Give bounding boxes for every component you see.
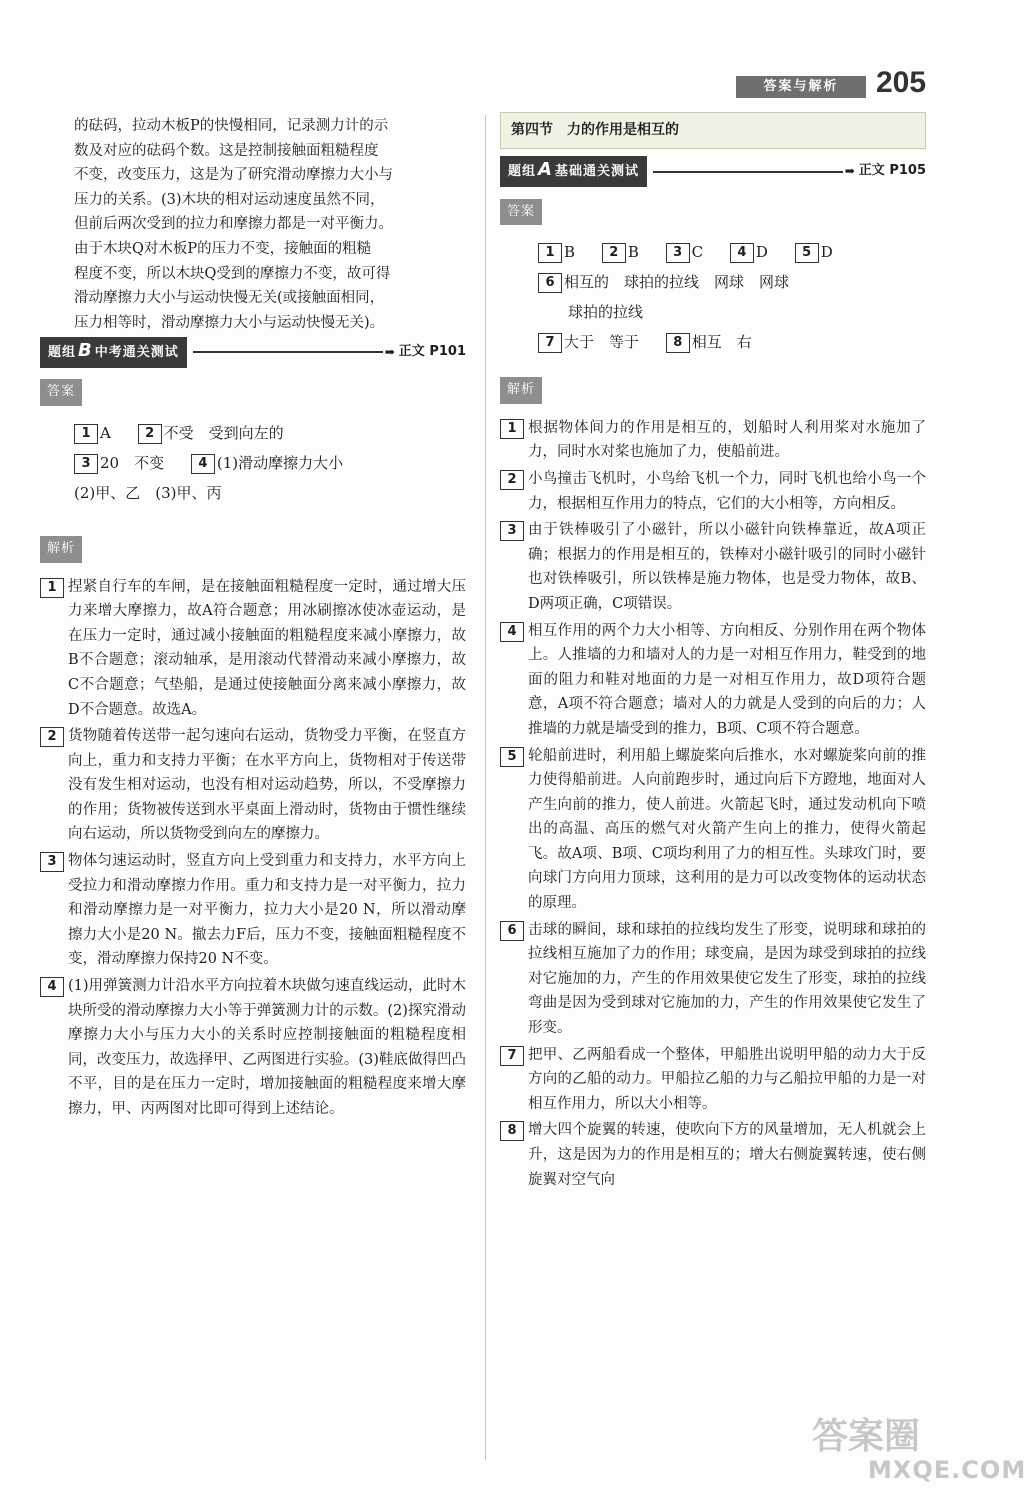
analysis-item bbox=[500, 918, 926, 1041]
answer-row bbox=[538, 297, 926, 327]
analysis-text: 由于铁棒吸引了小磁针，所以小磁针向铁棒靠近，故A项正确；根据力的作用是相互的，铁棒对小磁针吸引的同时小磁针也对铁棒吸引，所以铁棒是施力物体，也是受力物体，故B、D两项正确，C项错误。 bbox=[528, 522, 926, 612]
question-number: 2 bbox=[138, 424, 162, 444]
analysis-text: 货物随着传送带一起匀速向右运动，货物受力平衡，在竖直方向上，重力和支持力平衡；在水平方向上，货物相对于传送带没有发生相对运动，也没有相对运动趋势，所以，不受摩擦力的作用；货物被传送到水平桌面上滑动时，货物由于惯性继续向右运动，所以货物受到向左的摩擦力。 bbox=[68, 728, 466, 843]
analysis-tag: 解析 bbox=[40, 536, 82, 563]
question-number: 6 bbox=[538, 273, 562, 293]
analysis-text: 轮船前进时，利用船上螺旋桨向后推水，水对螺旋桨向前的推力使得船前进。人向前跑步时，通过向后下方蹬地，地面对人产生向前的推力，使人前进。火箭起飞时，通过发动机向下喷出的高温、高压的燃气对火箭产生向上的推力，使得火箭起飞。故A项、B项、C项均利用了力的相互性。头球攻门时，要向球门方向用力顶球，这利用的是力可以改变物体的运动状态的原理。 bbox=[528, 747, 926, 912]
analysis-item bbox=[500, 416, 926, 465]
answer-value: 相互的 球拍的拉线 网球 网球 bbox=[564, 273, 790, 292]
group-label bbox=[40, 337, 187, 368]
answer-value: D bbox=[820, 243, 833, 262]
question-number: 3 bbox=[40, 852, 64, 872]
analysis-item bbox=[40, 575, 466, 723]
intro-line: 压力相等时，滑动摩擦力大小与运动快慢无关)。 bbox=[74, 314, 385, 331]
group-b-banner bbox=[40, 339, 466, 365]
question-number: 7 bbox=[500, 1046, 524, 1066]
intro-line: 由于木块Q对木板P的压力不变，接触面的粗糙 bbox=[74, 240, 372, 257]
question-number: 1 bbox=[538, 243, 562, 263]
answer-value: 球拍的拉线 bbox=[568, 303, 644, 322]
arrow-right-icon: ➡ bbox=[844, 164, 855, 179]
analysis-text: 击球的瞬间，球和球拍的拉线均发生了形变，说明球和球拍的拉线相互施加了力的作用；球变扁，是因为球受到球拍的拉线对它施加的力，产生的作用效果使它发生了形变，球拍的拉线弯曲是因为受到球对它施加的力，产生的作用效果使它发生了形变。 bbox=[528, 921, 926, 1037]
question-number: 5 bbox=[795, 243, 819, 263]
answer-value: (1)滑动摩擦力大小 bbox=[216, 453, 344, 472]
analysis-item bbox=[500, 1043, 926, 1117]
analysis-text: 把甲、乙两船看成一个整体，甲船胜出说明甲船的动力大于反方向的乙船的动力。甲船拉乙船的力与乙船拉甲船的力是一对相互作用力，所以大小相等。 bbox=[528, 1046, 926, 1112]
analysis-text: 相互作用的两个力大小相等、方向相反、分别作用在两个物体上。人推墙的力和墙对人的力是一对相互作用力，鞋受到的地面的阻力和鞋对地面的力是一对相互作用力，故D项符合题意，A项不符合题意；墙对人的力就是人受到的向后的力；人推墙的力就是墙受到的推力，B项、C项不符合题意。 bbox=[528, 622, 926, 737]
column-divider bbox=[485, 115, 486, 1460]
analysis-text: 增大四个旋翼的转速，使吹向下方的风量增加，无人机就会上升，这是因为力的作用是相互的；增大右侧旋翼转速，使右侧旋翼对空气向 bbox=[528, 1122, 926, 1188]
section-title: 第四节 力的作用是相互的 bbox=[500, 112, 926, 149]
analysis-item bbox=[500, 744, 926, 916]
question-number: 4 bbox=[191, 454, 215, 474]
question-number: 7 bbox=[538, 333, 562, 353]
intro-line: 的砝码，拉动木板P的快慢相同，记录测力计的示 bbox=[74, 118, 389, 134]
answer-row bbox=[538, 327, 926, 357]
question-number: 2 bbox=[40, 727, 64, 747]
answer-row bbox=[74, 478, 466, 508]
banner-line bbox=[653, 171, 843, 173]
answer-value: D bbox=[755, 243, 768, 262]
answer-value: 不受 受到向左的 bbox=[163, 423, 284, 442]
group-label bbox=[500, 156, 647, 187]
question-number: 4 bbox=[730, 243, 754, 263]
question-number: 6 bbox=[500, 921, 524, 941]
right-column bbox=[500, 112, 926, 1194]
group-letter: A bbox=[538, 159, 553, 181]
analysis-text: 小鸟撞击飞机时，小鸟给飞机一个力，同时飞机也给小鸟一个力，根据相互作用力的特点，它们的大小相等，方向相反。 bbox=[528, 470, 926, 512]
analysis-item bbox=[40, 849, 466, 972]
question-number: 2 bbox=[500, 470, 524, 490]
header-tag: 答案与解析 bbox=[736, 76, 866, 98]
question-number: 3 bbox=[500, 521, 524, 541]
question-number: 2 bbox=[602, 243, 626, 263]
analysis-tag: 解析 bbox=[500, 377, 542, 404]
answer-value: B bbox=[627, 243, 639, 262]
intro-line: 但前后两次受到的拉力和摩擦力都是一对平衡力。 bbox=[74, 216, 393, 233]
group-title: 中考通关测试 bbox=[94, 345, 179, 361]
analysis-text: 物体匀速运动时，竖直方向上受到重力和支持力，水平方向上受拉力和滑动摩擦力作用。重力和支持力是一对平衡力，拉力和滑动摩擦力是一对平衡力，拉力大小是20 N，所以滑动摩擦力大小是20 N。撤去力F后，压力不变，接触面粗糙程度不变，滑动摩擦力保持20 N不变。 bbox=[68, 853, 466, 968]
intro-line: 压力的关系。(3)木块的相对运动速度虽然不同， bbox=[74, 191, 385, 208]
group-prefix: 题组 bbox=[48, 345, 77, 361]
analysis-item bbox=[500, 518, 926, 616]
question-number: 3 bbox=[74, 454, 98, 474]
intro-paragraph bbox=[74, 114, 466, 335]
answer-tag: 答案 bbox=[500, 199, 542, 226]
answer-value: 相互 右 bbox=[691, 333, 752, 352]
question-number: 4 bbox=[40, 977, 64, 997]
group-a-banner bbox=[500, 159, 926, 185]
answer-row bbox=[538, 237, 926, 267]
question-number: 3 bbox=[666, 243, 690, 263]
analysis-list bbox=[500, 416, 926, 1192]
question-number: 8 bbox=[666, 333, 690, 353]
analysis-item bbox=[40, 724, 466, 847]
intro-line: 滑动摩擦力大小与运动快慢无关(或接触面相同， bbox=[74, 290, 385, 307]
answer-block bbox=[500, 237, 926, 357]
answer-tag: 答案 bbox=[40, 379, 82, 406]
analysis-item bbox=[500, 619, 926, 742]
group-title: 基础通关测试 bbox=[554, 164, 639, 180]
arrow-right-icon: ➡ bbox=[384, 345, 395, 360]
left-column bbox=[47, 114, 466, 1124]
question-number: 1 bbox=[74, 424, 98, 444]
answer-row bbox=[74, 448, 466, 478]
analysis-text: (1)用弹簧测力计沿水平方向拉着木块做匀速直线运动，此时木块所受的滑动摩擦力大小等于弹簧测力计的示数。(2)探究滑动摩擦力大小与压力大小的关系时应控制接触面的粗糙程度相同，改变压力，故选择甲、乙两图进行实验。(3)鞋底做得凹凸不平，目的是在压力一定时，增加接触面的粗糙程度来增大摩擦力，甲、丙两图对比即可得到上述结论。 bbox=[68, 978, 466, 1117]
question-number: 4 bbox=[500, 622, 524, 642]
answer-value: (2)甲、乙 (3)甲、丙 bbox=[74, 483, 222, 502]
intro-line: 不变，改变压力，这是为了研究滑动摩擦力大小与 bbox=[74, 167, 393, 184]
answer-row bbox=[538, 267, 926, 297]
answer-value: C bbox=[691, 243, 704, 262]
analysis-text: 捏紧自行车的车闸，是在接触面粗糙程度一定时，通过增大压力来增大摩擦力，故A符合题意；用冰刷擦冰使冰壶运动，是在压力一定时，通过减小接触面的粗糙程度来减小摩擦力，故B不合题意；滚动轴承，是用滚动代替滑动来减小摩擦力，故C不合题意；气垫船，是通过使接触面分离来减小摩擦力，故D不合题意。故选A。 bbox=[68, 578, 466, 718]
group-prefix: 题组 bbox=[508, 164, 537, 180]
banner-line bbox=[193, 351, 383, 353]
page-reference: 正文 P101 bbox=[398, 344, 466, 360]
answer-value: 大于 等于 bbox=[564, 333, 640, 352]
analysis-item bbox=[40, 974, 466, 1122]
page-reference: 正文 P105 bbox=[858, 163, 926, 179]
watermark-logo: 答案圈 bbox=[812, 1416, 921, 1457]
question-number: 8 bbox=[500, 1121, 524, 1141]
answer-value: B bbox=[564, 243, 576, 262]
intro-line: 程度不变，所以木块Q受到的摩擦力不变，故可得 bbox=[74, 265, 391, 282]
intro-line: 数及对应的砝码个数。这是控制接触面粗糙程度 bbox=[74, 142, 379, 159]
question-number: 1 bbox=[500, 419, 524, 439]
analysis-item bbox=[500, 1118, 926, 1192]
analysis-text: 根据物体间力的作用是相互的，划船时人利用桨对水施加了力，同时水对桨也施加了力，使船前进。 bbox=[528, 419, 926, 461]
question-number: 1 bbox=[40, 578, 64, 598]
answer-value: 20 不变 bbox=[100, 453, 165, 472]
question-number: 5 bbox=[500, 747, 524, 767]
page-number: 205 bbox=[876, 66, 927, 99]
answer-value: A bbox=[100, 423, 111, 442]
answer-row bbox=[74, 418, 466, 448]
group-letter: B bbox=[78, 340, 93, 362]
analysis-list bbox=[40, 575, 466, 1122]
analysis-item bbox=[500, 467, 926, 516]
watermark-url: MXQE.COM bbox=[868, 1456, 1026, 1484]
